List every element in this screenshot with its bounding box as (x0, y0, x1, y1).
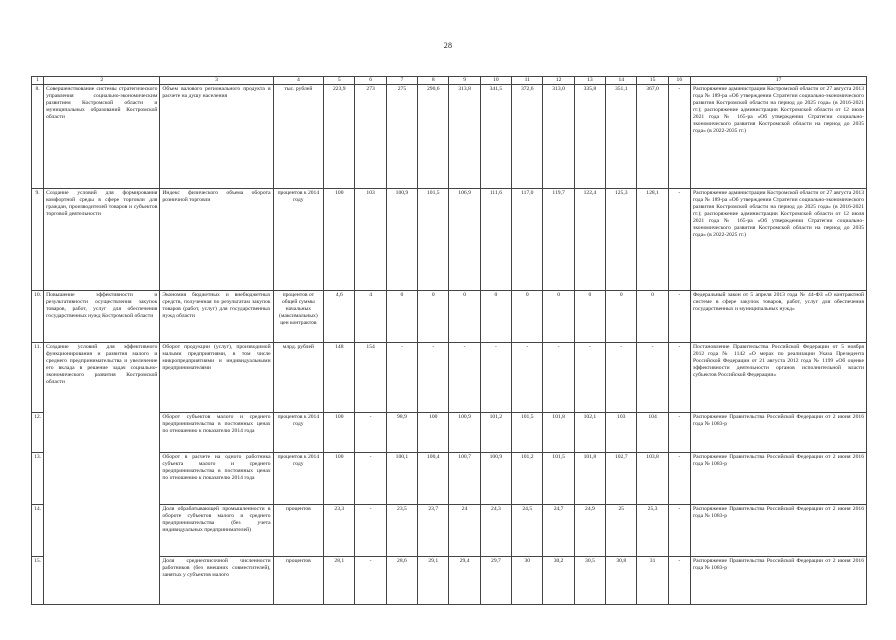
table-row (32, 343, 867, 413)
table-row (32, 85, 867, 189)
indicator-name: Оборот в расчете на одного работника субъекта малого и среднего предпринимательства в постоянных ценах по отношению к показателю 2014 года (160, 453, 273, 505)
indicator-name: Экономия бюджетных и внебюджетных средств, полученная по результатам закупок товаров (работ, услуг) для государственных нужд области (160, 291, 273, 343)
value-cell: 102,1 (574, 413, 605, 453)
column-number: 6 (355, 77, 386, 85)
indicators-table (31, 76, 867, 605)
value-cell: 100,7 (449, 453, 480, 505)
source-cell: Распоряжение администрации Костромской области от 27 августа 2013 года № 189-ра «Об утверждении Стратегии социально-экономического развития Костромской области на период до 2025 года» (в 2016-2021 гг.); распоряжение администрации Костромской области от 12 июля 2021 года № 165-ра «Об утверждении Стратегии социально-экономического развития Костромской области на период до 2035 года» (в 2022-2035 гг.) (690, 85, 866, 189)
value-cell: - (668, 291, 690, 343)
value-cell: 104 (637, 413, 668, 453)
value-cell: 128,1 (637, 189, 668, 291)
column-number: 16 (668, 77, 690, 85)
value-cell: - (668, 343, 690, 413)
row-index: 8. (32, 85, 44, 189)
column-number: 3 (160, 77, 273, 85)
value-cell: 367,0 (637, 85, 668, 189)
value-cell: 0 (480, 291, 511, 343)
value-cell: - (512, 343, 543, 413)
table-row (32, 291, 867, 343)
value-cell: - (637, 343, 668, 413)
value-cell: 101,5 (418, 189, 449, 291)
indicator-name: Оборот продукции (услуг), производимой малыми предприятиями, в том числе микропредприятиями и индивидуальными предпринимателями (160, 343, 273, 413)
indicator-name: Индекс физического объема оборота розничной торговли (160, 189, 273, 291)
value-cell: - (355, 557, 386, 605)
goal-cell: Создание условий для эффективного функционирования и развития малого и среднего предпринимательства и увеличение его вклада в решение задач социально-экономического развития Костромской области (44, 343, 160, 605)
value-cell: 100,9 (386, 189, 417, 291)
value-cell: 23,5 (386, 505, 417, 557)
column-number: 12 (543, 77, 574, 85)
column-number: 14 (606, 77, 637, 85)
source-cell: Распоряжение администрации Костромской области от 27 августа 2013 года № 189-ра «Об утверждении Стратегии социально-экономического развития Костромской области на период до 2025 года» (в 2016-2021 гг.); распоряжение администрации Костромской области от 12 июля 2021 года № 165-ра «Об утверждении Стратегии социально-экономического развития Костромской области на период до 2035 года» (в 2022-2025 гг.) (690, 189, 866, 291)
unit-cell: млрд. рублей (273, 343, 324, 413)
value-cell: - (606, 343, 637, 413)
value-cell: 101,8 (543, 413, 574, 453)
value-cell: - (355, 505, 386, 557)
value-cell: 24,7 (543, 505, 574, 557)
value-cell: - (449, 343, 480, 413)
column-number: 11 (512, 77, 543, 85)
value-cell: 28,6 (386, 557, 417, 605)
row-index: 9. (32, 189, 44, 291)
value-cell: 100 (324, 189, 355, 291)
value-cell: 30,8 (606, 557, 637, 605)
value-cell: 106,9 (449, 189, 480, 291)
value-cell: 117,0 (512, 189, 543, 291)
value-cell: 273 (355, 85, 386, 189)
row-index: 11. (32, 343, 44, 413)
indicator-name: Доля обрабатывающей промышленности в обороте субъектов малого и среднего предпринимательства (без учета индивидуальных предпринимателей) (160, 505, 273, 557)
value-cell: - (543, 343, 574, 413)
value-cell: 101,8 (574, 453, 605, 505)
goal-cell: Совершенствование системы стратегического управления социально-экономическим развитием Костромской области и муниципальных образований Костромской области (44, 85, 160, 189)
value-cell: 23,7 (418, 505, 449, 557)
value-cell: 101,2 (512, 453, 543, 505)
column-number: 2 (44, 77, 160, 85)
column-number: 15 (637, 77, 668, 85)
value-cell: 0 (386, 291, 417, 343)
value-cell: 0 (606, 291, 637, 343)
column-number: 17 (690, 77, 866, 85)
value-cell: 372,6 (512, 85, 543, 189)
value-cell: 335,8 (574, 85, 605, 189)
source-cell: Распоряжение Правительства Российской Федерации от 2 июня 2016 года № 1083-р (690, 505, 866, 557)
value-cell: 0 (512, 291, 543, 343)
value-cell: 98,9 (386, 413, 417, 453)
goal-cell: Повышение эффективности и результативности осуществления закупок товаров, работ, услуг для обеспечения государственных нужд Костромской области (44, 291, 160, 343)
value-cell: 24,9 (574, 505, 605, 557)
value-cell: 0 (449, 291, 480, 343)
value-cell: 125,3 (606, 189, 637, 291)
value-cell: 31 (637, 557, 668, 605)
value-cell: - (355, 413, 386, 453)
value-cell: 103 (355, 189, 386, 291)
page-number: 28 (443, 41, 453, 50)
row-index: 12. (32, 413, 44, 453)
indicator-name: Доля среднесписочной численности работников (без внешних совместителей), занятых у субъектов малого (160, 557, 273, 605)
value-cell: 101,5 (512, 413, 543, 453)
value-cell: - (418, 343, 449, 413)
value-cell: 24,5 (512, 505, 543, 557)
unit-cell: тыс. рублей (273, 85, 324, 189)
source-cell: Распоряжение Правительства Российской Федерации от 2 июня 2016 года № 1083-р (690, 557, 866, 605)
value-cell: 313,8 (449, 85, 480, 189)
value-cell: 29,4 (449, 557, 480, 605)
value-cell: 24,3 (480, 505, 511, 557)
unit-cell: процентов к 2014 году (273, 189, 324, 291)
value-cell: 0 (543, 291, 574, 343)
value-cell: 100,1 (386, 453, 417, 505)
value-cell: 100 (418, 413, 449, 453)
value-cell: 341,5 (480, 85, 511, 189)
goal-cell: Создание условий для формирования комфортной среды в сфере торговли для граждан, производителей товаров и субъектов торговой деятельности (44, 189, 160, 291)
unit-cell: процентов к 2014 году (273, 413, 324, 453)
value-cell: 28,1 (324, 557, 355, 605)
value-cell: 25,3 (637, 505, 668, 557)
value-cell: - (668, 85, 690, 189)
indicator-name: Оборот субъектов малого и среднего предпринимательства в постоянных ценах по отношению к показателю 2014 года (160, 413, 273, 453)
row-index: 13. (32, 453, 44, 505)
value-cell: 0 (418, 291, 449, 343)
value-cell: - (386, 343, 417, 413)
source-cell: Распоряжение Правительства Российской Федерации от 2 июня 2016 года № 1083-р (690, 413, 866, 453)
value-cell: 102,7 (606, 453, 637, 505)
value-cell: 223,9 (324, 85, 355, 189)
column-number-row (32, 77, 867, 85)
value-cell: 100,4 (418, 453, 449, 505)
table-row (32, 189, 867, 291)
unit-cell: процентов к 2014 году (273, 453, 324, 505)
value-cell: - (668, 413, 690, 453)
value-cell: - (574, 343, 605, 413)
column-number: 8 (418, 77, 449, 85)
column-number: 5 (324, 77, 355, 85)
column-number: 13 (574, 77, 605, 85)
value-cell: 103,8 (637, 453, 668, 505)
row-index: 10. (32, 291, 44, 343)
value-cell: 122,4 (574, 189, 605, 291)
source-cell: Федеральный закон от 5 апреля 2013 года № 44-ФЗ «О контрактной системе в сфере закупок товаров, работ, услуг для обеспечения государственных и муниципальных нужд» (690, 291, 866, 343)
value-cell: 30 (512, 557, 543, 605)
row-index: 15. (32, 557, 44, 605)
row-index: 14. (32, 505, 44, 557)
value-cell: 103 (606, 413, 637, 453)
value-cell: 100,9 (480, 453, 511, 505)
value-cell: 100 (324, 413, 355, 453)
value-cell: 0 (574, 291, 605, 343)
value-cell: 290,6 (418, 85, 449, 189)
value-cell: 101,2 (480, 413, 511, 453)
indicator-name: Объем валового регионального продукта в расчете на душу населения (160, 85, 273, 189)
value-cell: 100,9 (449, 413, 480, 453)
value-cell: 119,7 (543, 189, 574, 291)
value-cell: 4,6 (324, 291, 355, 343)
value-cell: 154 (355, 343, 386, 413)
value-cell: 4 (355, 291, 386, 343)
value-cell: 351,1 (606, 85, 637, 189)
value-cell: 313,0 (543, 85, 574, 189)
value-cell: 111,6 (480, 189, 511, 291)
value-cell: - (668, 505, 690, 557)
value-cell: 25 (606, 505, 637, 557)
value-cell: 275 (386, 85, 417, 189)
unit-cell: процентов от общей суммы начальных (максимальных) цен контрактов (273, 291, 324, 343)
value-cell: - (668, 453, 690, 505)
value-cell: 0 (637, 291, 668, 343)
unit-cell: процентов (273, 557, 324, 605)
value-cell: 100 (324, 453, 355, 505)
value-cell: 29,7 (480, 557, 511, 605)
unit-cell: процентов (273, 505, 324, 557)
value-cell: 23,3 (324, 505, 355, 557)
value-cell: - (668, 189, 690, 291)
column-number: 7 (386, 77, 417, 85)
value-cell: 148 (324, 343, 355, 413)
column-number: 10 (480, 77, 511, 85)
value-cell: 101,5 (543, 453, 574, 505)
value-cell: 30,2 (543, 557, 574, 605)
column-number: 4 (273, 77, 324, 85)
value-cell: - (355, 453, 386, 505)
value-cell: 24 (449, 505, 480, 557)
column-number: 9 (449, 77, 480, 85)
value-cell: - (668, 557, 690, 605)
value-cell: 29,1 (418, 557, 449, 605)
value-cell: 30,5 (574, 557, 605, 605)
source-cell: Постановление Правительства Российской Федерации от 5 ноября 2012 года № 1142 «О мерах по реализации Указа Президента Российской Федерации от 21 августа 2012 года № 1199 «Об оценке эффективности деятельности органов исполнительной власти субъектов Российской Федерации» (690, 343, 866, 413)
source-cell: Распоряжение Правительства Российской Федерации от 2 июня 2016 года № 1083-р (690, 453, 866, 505)
column-number: 1 (32, 77, 44, 85)
value-cell: - (480, 343, 511, 413)
